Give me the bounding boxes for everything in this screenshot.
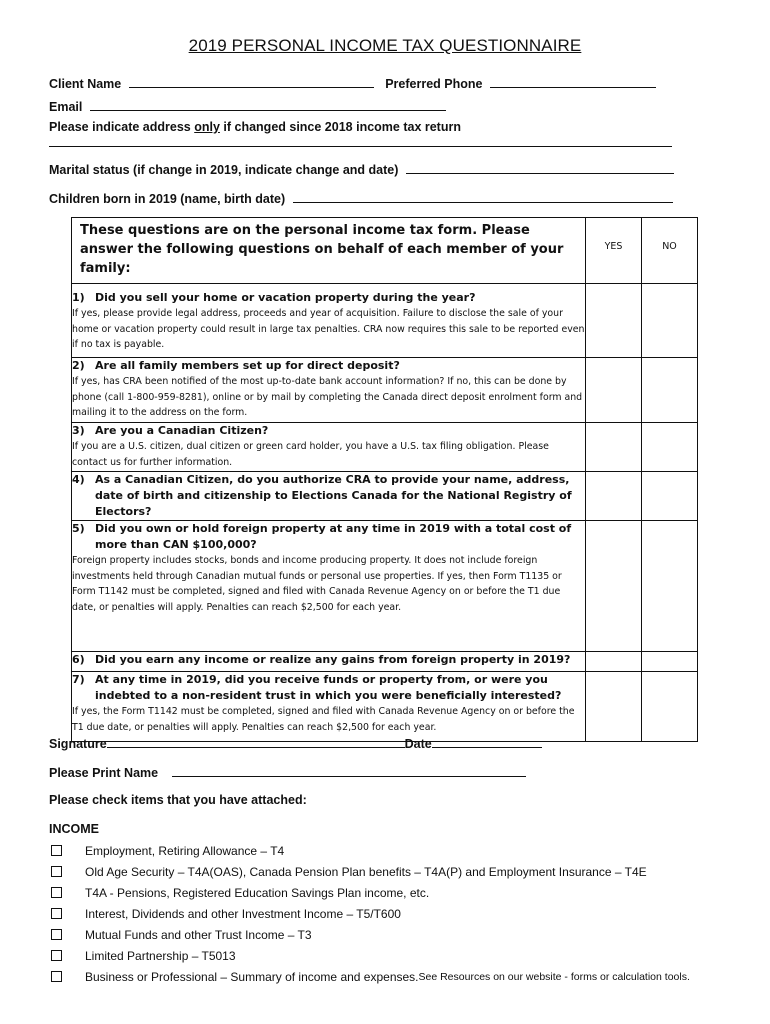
item-label: Mutual Funds and other Trust Income – T3 bbox=[85, 927, 312, 942]
item-label: Employment, Retiring Allowance – T4 bbox=[85, 843, 285, 858]
question-text: Did you own or hold foreign property at any time in 2019 with a total cost of more than CAN $100,000? bbox=[95, 522, 572, 551]
answer-yes-cell[interactable] bbox=[586, 672, 642, 742]
preferred-phone-label: Preferred Phone bbox=[385, 77, 483, 91]
checkbox[interactable] bbox=[51, 971, 62, 982]
checkbox[interactable] bbox=[51, 887, 62, 898]
question-number: 6) bbox=[72, 653, 85, 666]
signature-label: Signature bbox=[49, 737, 107, 751]
answer-no-cell[interactable] bbox=[642, 652, 698, 672]
list-item bbox=[49, 945, 749, 966]
question-text: At any time in 2019, did you receive funds or property from, or were you indebted to a non-resident trust in which you were beneficially interested? bbox=[95, 673, 562, 702]
children-field[interactable] bbox=[293, 190, 673, 203]
question-note: If yes, the Form T1142 must be completed, signed and filed with Canada Revenue Agency on or before the T1 due date, or penalties will apply. Penalties can reach $2,500 for each year. bbox=[72, 706, 575, 733]
signature-row bbox=[49, 735, 542, 751]
marital-field[interactable] bbox=[406, 161, 674, 174]
no-header: NO bbox=[642, 218, 698, 284]
item-label: Old Age Security – T4A(OAS), Canada Pension Plan benefits – T4A(P) and Employment Insurance – T4E bbox=[85, 864, 647, 879]
children-label: Children born in 2019 (name, birth date) bbox=[49, 192, 286, 206]
answer-no-cell[interactable] bbox=[642, 472, 698, 521]
question-row bbox=[72, 652, 698, 672]
address-label-only: only bbox=[194, 120, 220, 134]
answer-yes-cell[interactable] bbox=[586, 472, 642, 521]
checkbox[interactable] bbox=[51, 908, 62, 919]
answer-yes-cell[interactable] bbox=[586, 284, 642, 358]
question-row bbox=[72, 521, 698, 652]
list-item bbox=[49, 840, 749, 861]
income-checklist bbox=[49, 840, 749, 987]
answer-yes-cell[interactable] bbox=[586, 652, 642, 672]
signature-field[interactable] bbox=[107, 735, 405, 748]
print-name-label: Please Print Name bbox=[49, 766, 159, 780]
list-item bbox=[49, 924, 749, 945]
question-note: Foreign property includes stocks, bonds and income producing property. It does not include foreign investments held through Canadian mutual funds or personal use properties. If yes, then Form T1135 or Form T1142 must be completed, signed and filed with Canada Revenue Agency on or before the T1 due date, or penalties will apply. Penalties can reach $2,500 for each year. bbox=[72, 555, 562, 613]
question-note: If yes, has CRA been notified of the most up-to-date bank account information? If no, this can be done by phone (call 1-800-959-8281), online or by mail by completing the Canada direct deposit enrolment form and mailing it to the address on the form. bbox=[72, 376, 583, 418]
question-row bbox=[72, 423, 698, 472]
client-name-row bbox=[49, 75, 656, 91]
question-note: If you are a U.S. citizen, dual citizen or green card holder, you have a U.S. tax filing obligation. Please contact us for further information. bbox=[72, 441, 549, 468]
date-field[interactable] bbox=[432, 735, 542, 748]
answer-no-cell[interactable] bbox=[642, 423, 698, 472]
question-text: As a Canadian Citizen, do you authorize CRA to provide your name, address, date of birth and citizenship to Elections Canada for the National Registry of Electors? bbox=[95, 473, 572, 518]
question-number: 4) bbox=[72, 473, 85, 486]
address-row bbox=[49, 120, 461, 134]
yes-header: YES bbox=[586, 218, 642, 284]
question-number: 1) bbox=[72, 291, 85, 304]
question-text: Are you a Canadian Citizen? bbox=[95, 424, 269, 437]
income-heading: INCOME bbox=[49, 822, 99, 836]
marital-row bbox=[49, 161, 674, 177]
question-number: 2) bbox=[72, 359, 85, 372]
checkbox[interactable] bbox=[51, 845, 62, 856]
address-label-pre: Please indicate address bbox=[49, 120, 195, 134]
list-item bbox=[49, 861, 749, 882]
answer-no-cell[interactable] bbox=[642, 672, 698, 742]
question-row bbox=[72, 472, 698, 521]
table-header: These questions are on the personal income tax form. Please answer the following questions on behalf of each member of your family: bbox=[72, 218, 586, 284]
checkbox[interactable] bbox=[51, 950, 62, 961]
page-title: 2019 PERSONAL INCOME TAX QUESTIONNAIRE bbox=[188, 36, 582, 55]
email-row bbox=[49, 98, 446, 114]
question-text: Are all family members set up for direct deposit? bbox=[95, 359, 400, 372]
checkbox[interactable] bbox=[51, 866, 62, 877]
email-field[interactable] bbox=[90, 98, 446, 111]
address-label-post: if changed since 2018 income tax return bbox=[219, 120, 461, 134]
answer-no-cell[interactable] bbox=[642, 284, 698, 358]
marital-label: Marital status (if change in 2019, indicate change and date) bbox=[49, 163, 399, 177]
item-label: Interest, Dividends and other Investment Income – T5/T600 bbox=[85, 906, 401, 921]
print-name-row bbox=[49, 764, 526, 780]
answer-yes-cell[interactable] bbox=[586, 423, 642, 472]
answer-no-cell[interactable] bbox=[642, 521, 698, 652]
question-number: 3) bbox=[72, 424, 85, 437]
list-item bbox=[49, 882, 749, 903]
client-name-field[interactable] bbox=[129, 75, 374, 88]
item-label: T4A - Pensions, Registered Education Savings Plan income, etc. bbox=[85, 885, 430, 900]
question-row bbox=[72, 358, 698, 423]
print-name-field[interactable] bbox=[172, 764, 526, 777]
question-text: Did you sell your home or vacation property during the year? bbox=[95, 291, 476, 304]
answer-yes-cell[interactable] bbox=[586, 358, 642, 423]
questions-table bbox=[71, 217, 698, 742]
table-header-row bbox=[72, 218, 698, 284]
question-number: 5) bbox=[72, 522, 85, 535]
list-item bbox=[49, 966, 749, 987]
question-note: If yes, please provide legal address, proceeds and year of acquisition. Failure to disclose the sale of your home or vacation property could result in large tax penalties. CRA now requires this sale to be reported even if no tax is payable. bbox=[72, 308, 585, 350]
item-label: Business or Professional – Summary of income and expenses. bbox=[85, 969, 419, 984]
children-row bbox=[49, 190, 673, 206]
client-name-label: Client Name bbox=[49, 77, 122, 91]
answer-yes-cell[interactable] bbox=[586, 521, 642, 652]
question-row bbox=[72, 672, 698, 742]
answer-no-cell[interactable] bbox=[642, 358, 698, 423]
address-field[interactable] bbox=[49, 146, 672, 147]
email-label: Email bbox=[49, 100, 83, 114]
list-item bbox=[49, 903, 749, 924]
attached-instruction: Please check items that you have attached: bbox=[49, 793, 307, 807]
question-number: 7) bbox=[72, 673, 85, 686]
item-label: Limited Partnership – T5013 bbox=[85, 948, 236, 963]
item-note: See Resources on our website - forms or calculation tools. bbox=[418, 970, 690, 983]
question-text: Did you earn any income or realize any gains from foreign property in 2019? bbox=[95, 653, 571, 666]
checkbox[interactable] bbox=[51, 929, 62, 940]
question-row bbox=[72, 284, 698, 358]
preferred-phone-field[interactable] bbox=[490, 75, 656, 88]
date-label: Date bbox=[404, 737, 432, 751]
